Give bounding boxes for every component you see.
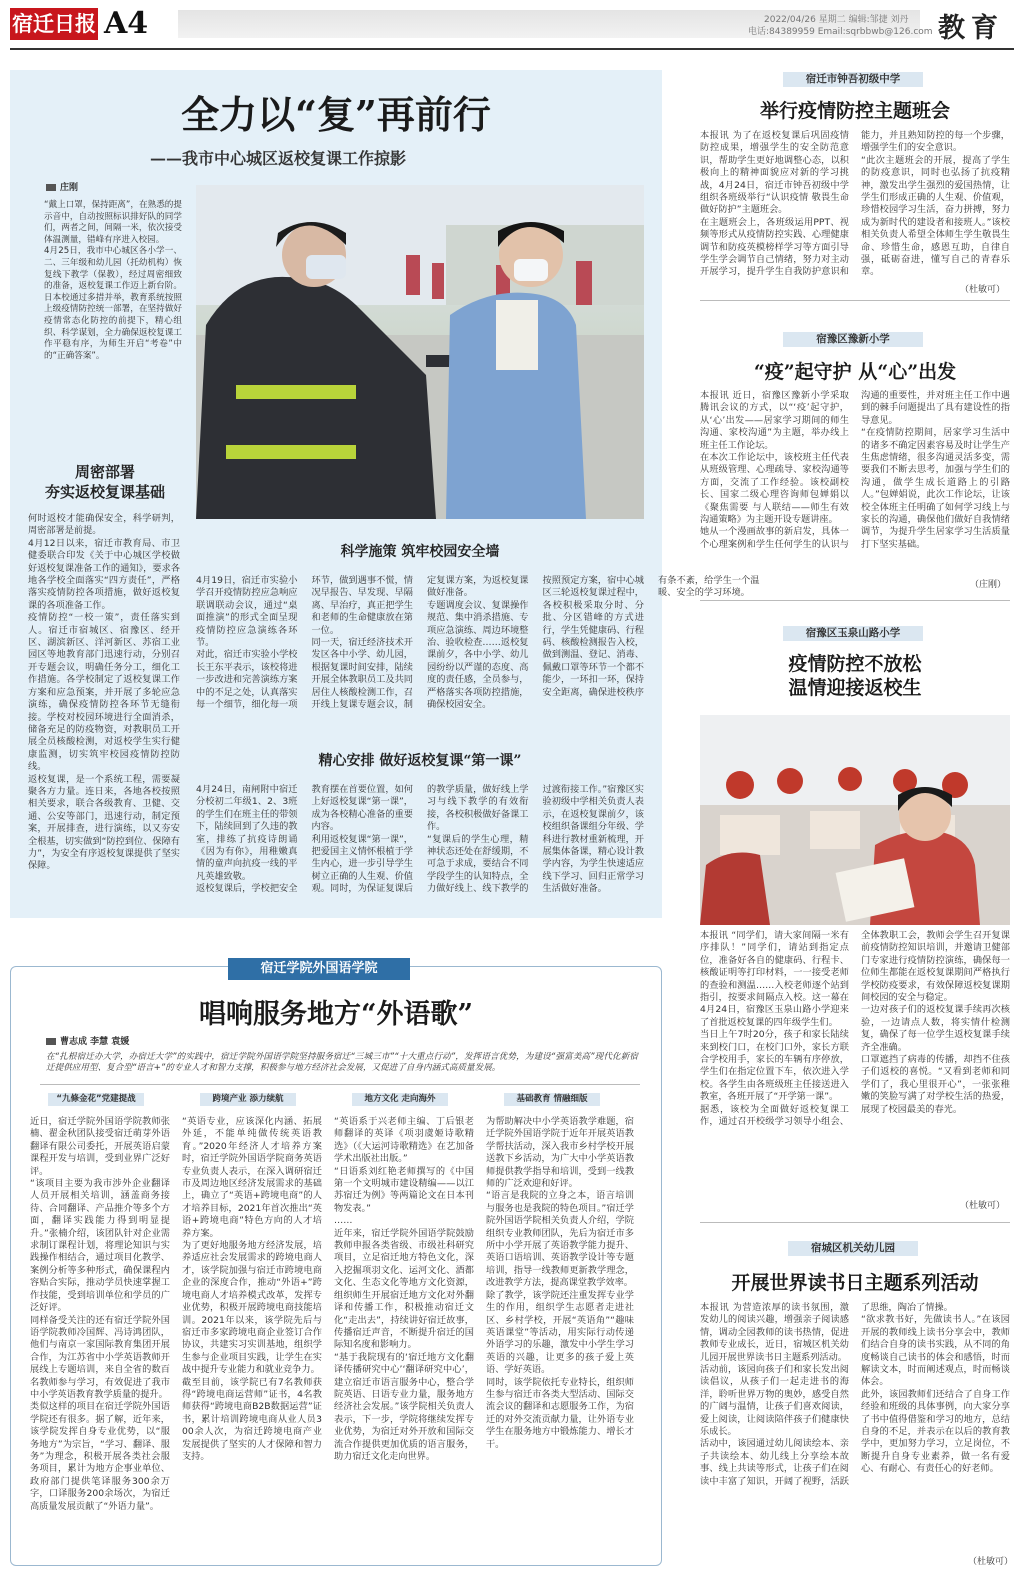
bottom-story-college-tag: 宿迁学院外国语学院 bbox=[228, 958, 410, 980]
story4-title: 开展世界读书日主题系列活动 bbox=[731, 1272, 979, 1294]
story3-author: （杜敏可） bbox=[960, 1201, 1006, 1211]
section1-body: 何时返校才能确保安全，科学研判，周密部署是前提。 4月12日以来，宿迁市教育局、市卫健委联合印发《关于中心城区学校做好返校复课准备工作的通知》，要求各地各学校全面落实“四方责任”，严格落实疫情防控各项措施，做好返校复课的各项准备工作。 疫情防控“一校一策”，责任落实到人。宿迁市宿城区、宿豫区、经开区、湖滨新区、洋河新区、苏宿工业园区等地教育部门迅速行动，分别召开专题会议，明确任务分工，细化工作措施。各学校制定了返校复课工作方案和应急预案，并开展了多轮应急演练，确保疫情防控各环节无缝衔接。学校对校园环境进行全面消杀，储备充足的防疫物资，对教职员工开展全员核酸检测，对返校学生实行健康监测，切实筑牢校园疫情防控防线。 返校复课，是一个系统工程，需要凝聚各方力量。连日来，各地各校按照相关要求，联合各级教育、卫健、交通、公安等部门，迅速行动，制定预案，开展排查，进行演练，以又夯安全根基，切实做到“防控到位、保障有力”，为安全有序返校复课提供了坚实保障。 bbox=[28, 513, 180, 872]
story4-school-tag: 宿城区机关幼儿园 bbox=[788, 1241, 918, 1256]
main-story-subtitle: ——我市中心城区返校复课工作掠影 bbox=[150, 149, 407, 168]
story3-body: 本报讯 “同学们，请大家间隔一米有序排队！”同学们，请站到指定点位，准备好各自的健康码、行程卡、核酸证明等打印材料，一一接受老师的查验和测温……入校老师逐个站到指引，按要求间隔点入校。这一幕在4月24日，宿豫区玉泉山路小学迎来了首批返校复课的四年级学生们。 当日上午7时20分，孩子和家长陆续来到校门口，在校门口外，家长方联合学校用手，家长的车辆有序停放，学生们在指定位置下车，依次进入学校。各学生由各班级班主任接送进入教室，各班开展了“开学第一课”。 据悉，该校为全面做好返校复课工作，通过召开校级学习领导小组会、全体教职工会，教师会学生召开复课前疫情防控知识培训，并邀请卫健部门专家进行疫情防控演练，确保每一位师生都能在返校复课期间严格执行学校防疫要求，有效保障返校复课期间校园的安全与稳定。 一边对孩子们的返校复课手续再次核验，一边请点人数，将实情什检测复，确保了每一位学生返校复课手续齐全准确。 口罩遮挡了病毒的传播，却挡不住孩子们返校的喜悦。“又看到老师和同学们了，我心里很开心”，一张张稚嫩的笑脸写满了对学校生活的热爱，展现了校园最美的春光。 bbox=[700, 930, 1010, 1128]
bottom-story-intro-divider bbox=[40, 1084, 640, 1085]
story1-divider bbox=[700, 300, 1010, 301]
story2-title: “疫”起守护 从“心”出发 bbox=[753, 361, 957, 383]
section2-heading: 科学施策 筑牢校园安全墙 bbox=[340, 544, 500, 560]
section3-heading: 精心安排 做好返校复课“第一课” bbox=[318, 753, 522, 769]
story1-title: 举行疫情防控主题班会 bbox=[759, 100, 950, 122]
column4-tag: 基础教育 情融细版 bbox=[504, 1093, 600, 1106]
story2-body: 本报讯 近日，宿豫区豫新小学采取腾讯会议的方式，以“‘疫’起守护，从‘心’出发——居家学习期间的师生沟通、家校沟通”为主题，举办线上班主任工作论坛。 在本次工作论坛中，该校班主任代表从班级管理、心理疏导、家校沟通等方面，交流了工作经验。该校副校长、国家二级心理咨询师包婵娟以《聚焦需要 与人联结——师生有效沟通策略》为主题开设专题讲座。 她从一个漫画故事的新启发，具体一个心理案例和学生任何学生的认识与沟通的重要性，并对班主任工作中遇到的棘手问题提出了具有建设性的指导意见。 “在疫情防控期间，居家学习生活中的诸多不确定因素容易及时让学生产生焦虑情绪，很多沟通灵活多变，需要我们不断去思考，加强与学生们的沟通，做学生成长道路上的引路人。”包婵娟说，此次工作论坛，让该校全体班主任明确了如何学习线上与家长的沟通，确保他们做好自我情绪调节，为提升学生居家学习生活质量打下坚实基础。 bbox=[700, 390, 1010, 550]
page-number: A4 bbox=[104, 6, 149, 41]
section1-heading: 周密部署 夯实返校复课基础 bbox=[44, 463, 165, 501]
bottom-story-title: 唱响服务地方“外语歌” bbox=[198, 999, 474, 1030]
story2-school-tag: 宿豫区豫新小学 bbox=[783, 332, 923, 347]
story3-classroom-photo bbox=[700, 715, 1010, 925]
temperature-check-illustration bbox=[196, 185, 644, 519]
column3-body: “英语系于兴老师主编、丁后银老师翻译的英译《项羽虞姬诗歌精选》（《大运河诗歌精选》在艺加备学术出版社出版。” “日语系刘红艳老师撰写的《中国第一个文明城市建设精编——以江苏宿迁为例》等两篇论文在日本刊物发表。” …… 近年来，宿迁学院外国语学院鼓励教师申报各类省级、市级社科研究项目，立足宿迁地方特色文化，深入挖掘项羽文化、运河文化、酒都文化、生态文化等地方文化资源，组织师生开展宿迁地方文化对外翻译和传播工作，积极推动宿迁文化“走出去”，持续讲好宿迁故事，传播宿迁声音，不断提升宿迁的国际知名度和影响力。 “基于我院现有的‘宿迁地方文化翻译传播研究中心’‘翻译研究中心’，建立宿迁市语言服务中心，整合学院英语、日语专业力量，服务地方经济社会发展。”该学院相关负责人表示，下一步，学院将继续发挥专业优势，为宿迁对外开放和国际交流合作提供更加优质的语言服务，助力宿迁文化走向世界。 bbox=[334, 1116, 474, 1462]
story1-body: 本报讯 为了在返校复课后巩固疫情防控成果，增强学生的安全防范意识，帮助学生更好地调整心态，以积极向上的精神面貌应对新的学习挑战，4月24日，宿迁市钟吾初级中学组织各班级举行“认识疫情 敬畏生命 做好防护”主题班会。 在主题班会上，各班级运用PPT、视频等形式从疫情防控实践、心理健康调节和防疫英模榜样学习等方面引导学生学会调节自己情绪，努力对主动开展学习，提升学生自我防护意识和能力，并且熟知防控的每一个步骤，增强学生们的安全意识。 “此次主题班会的开展，提高了学生的防疫意识，同时也弘扬了抗疫精神，激发出学生强烈的爱国热情，让学生们形成正确的人生观、价值观，珍惜校园学习生活，奋力拼搏，努力成为新时代的建设者和接班人。”该校相关负责人希望全体师生学生敬畏生命、珍惜生命，感恩互助，自律自强，砥砺奋进，懂写自己的青春乐章。 bbox=[700, 130, 1010, 278]
story4-author: （杜敏可） bbox=[968, 1557, 1014, 1567]
column2-body: “英语专业，应该深化内涵、拓展外延，不能单纯做传统英语教育。”2020年经济人才培养方案时，宿迁学院外国语学院商务英语专业负责人表示，在深入调研宿迁市及周边地区经济发展需求的基础上，确立了“英语+跨境电商”的人才培养目标，2021年首次推出“英语+跨境电商”特色方向的人才培养方案。 为了更好地服务地方经济发展，培养适应社会发展需求的跨境电商人才，该学院加强与宿迁市跨境电商企业的深度合作，推动“外语+”跨境电商人才培养模式改革，发挥专业优势，积极开展跨境电商技能培训。2021年以来，该学院先后与宿迁市多家跨境电商企业签订合作协议，共建实习实训基地，组织学生参与企业项目实践，让学生在实战中提升专业能力和就业竞争力。 截至目前，该学院已有7名教师获得“跨境电商运营师”证书，4名教师获得“跨境电商B2B数据运营”证书，累计培训跨境电商从业人员300余人次，为宿迁跨境电商产业发展提供了坚实的人才保障和智力支持。 bbox=[182, 1116, 322, 1462]
story2-author: （庄刚） bbox=[970, 580, 1007, 590]
main-story-title: 全力以“复”再前行 bbox=[181, 92, 491, 137]
bottom-story-byline: 曹志成 李慧 袁媛 bbox=[46, 1034, 129, 1047]
paper-logo: 宿迁日报 bbox=[10, 8, 98, 40]
main-story-byline: 庄刚 bbox=[46, 180, 78, 193]
column3-tag: 地方文化 走向海外 bbox=[352, 1093, 448, 1106]
story2-divider bbox=[700, 600, 1010, 601]
column1-tag: “九條金花”党建提战 bbox=[48, 1093, 144, 1106]
section2-body: 4月19日，宿迁市实验小学召开疫情防控应急响应联调联动会议，通过“桌面推演”的形式全面呈现疫情防控应急演练各环节。 对此，宿迁市实验小学校长王东平表示，该校将进一步改进和完善演练方案中的不足之处，认真落实每一个细节，细化每一项环节，做到遇事不慌，情况早报告、早发现、早隔离、早治疗，真正把学生和老师的生命健康放在第一位。 同一天，宿迁经济技术开发区各中小学、幼儿园，根据复课时间安排，陆续开展全体教职员工及共同居住人核酸检测工作，召开线上复课专题会议，制定复课方案，为返校复课做好准备。 专题调度会议、复课操作规范、集中消杀措施、专项应急演练、周边环境整治、验收检查……返校复课前夕，各中小学、幼儿园纷纷以严谨的态度、高度的责任感，全员参与，严格落实各项防控措施，确保校园安全。 按照预定方案，宿中心城区三轮返校复课过程中，各校积极采取分时、分批、分区错峰的方式进行，学生凭健康码、行程码、核酸检测报告入校，做到测温、登记、消毒、佩戴口罩等环节一个都不能少，一环扣一环，保持安全距离，确保进校秩序有条不紊，给学生一个温暖、安全的学习环境。 bbox=[196, 575, 760, 711]
main-story-lead: “戴上口罩，保持距离”，在熟悉的提示音中，自动按照标识排好队的同学们，两者之间，间隔一米，依次接受体温测量，错峰有序进入校园。 4月25日，我市中心城区各小学一、二、三年级和幼儿园（托幼机构）恢复线下教学（保教），经过周密细致的准备，返校复课工作迈上新台阶。日本校通过多措并举，教育系统按照上级疫情防控统一部署，在坚持做好疫情常态化防控的前提下，精心组织、科学谋划，全力确保返校复课工作平稳有序，为师生开启“考卷”中的“正确答案”。 bbox=[44, 200, 182, 361]
date-line: 2022/04/26 星期二 编辑:邹捷 刘丹 bbox=[764, 15, 909, 25]
section3-body: 4月24日，南闸附中宿迁分校初二年级1、2、3班的学生们在班主任的带领下，陆续回到了久违的教室，排练了抗疫诗朗诵《因为有你》，用稚嫩真情的童声向抗疫一线的平凡英雄致敬。 返校复课后，学校把安全教育摆在首要位置，如何上好返校复课“第一课”，成为各校精心准备的重要内容。 利用返校复课“第一课”，把爱国主义情怀根植于学生内心，进一步引导学生树立正确的人生观、价值观。同时，为保证复课后的教学质量，做好线上学习与线下教学的有效衔接，各校积极做好备课工作。 “复课后的学生心理，精神状态还处在舒缓期，不可急于求成，要结合不同学段学生的认知特点，全力做好线上、线下教学的过渡衔接工作。”宿豫区实验初级中学相关负责人表示，在返校复课前夕，该校组织备课组分年级、学科进行教材重新梳理，开展集体备课，精心设计教学内容，为学生快速适应线下学习、回归正常学习生活做好准备。 bbox=[196, 784, 644, 895]
story1-author: （杜敏可） bbox=[960, 285, 1006, 295]
contact-line: 电话:84389959 Email:sqrbbwb@126.com bbox=[748, 27, 933, 37]
story4-body: 本报讯 为营造浓厚的读书氛围，激发幼儿的阅读兴趣，增强亲子阅读感情，调动全园教师的读书热情，促进教师专业成长，近日，宿城区机关幼儿园开展世界读书日主题系列活动。 活动前，该园向孩子们和家长发出阅读倡议，从孩子们一起走进书的海洋，聆听世界万物的奥妙，感受自然的广阔与温情，让孩子们喜欢阅读，爱上阅读，让阅读陪伴孩子们健康快乐成长。 活动中，该园通过幼儿阅读绘本、亲子共读绘本、幼儿线上分享绘本故事、线上共读等形式，让孩子们在阅读中丰富了知识，开阔了视野，活跃了思维，陶冶了情操。 “欲求教书好，先做读书人。”在该园开展的教师线上读书分享会中，教师们结合自身的读书实践，从不同的角度畅谈自己读书的体会和感悟，时而解读文本，时而阐述观点，时而畅谈体会。 此外，该园教师们还结合了自身工作经验和班级的具体事例，向大家分享了书中值得借鉴和学习的地方，总结自身的不足，并表示在以后的教育教学中，更加努力学习，立足岗位，不断提升自身专业素养，做一名有爱心、有耐心、有责任心的好老师。 bbox=[700, 1302, 1010, 1487]
column2-tag: 跨境产业 添力续航 bbox=[200, 1093, 296, 1106]
story3-school-tag: 宿豫区玉泉山路小学 bbox=[783, 626, 923, 641]
story1-school-tag: 宿迁市钟吾初级中学 bbox=[783, 72, 923, 87]
story3-title: 疫情防控不放松 温情迎接返校生 bbox=[788, 653, 922, 699]
main-story-photo bbox=[196, 185, 644, 519]
story3-divider bbox=[700, 1222, 1010, 1223]
header-divider bbox=[10, 48, 1014, 50]
section-title: 教育 bbox=[938, 13, 1004, 44]
classroom-illustration bbox=[700, 715, 1010, 925]
column1-body: 近日，宿迁学院外国语学院教师张楠、翟金秋团队接受宿迁萌芽外语翻译有限公司委托，开展英语启蒙课程开发与培训，受到业界广泛好评。 “该项目主要为我市涉外企业翻译人员开展相关培训，涵盖商务接待、合同翻译、产品推介等多个方面，翻译实践能力得到明显提升。”张楠介绍，该团队针对企业需求制订课程计划，将理论知识与实践操作相结合，通过项目化教学、案例分析等多种形式，确保课程内容贴合实际，推动学员快速掌握工作技能，受到培训单位和学员的广泛好评。 同样备受关注的还有宿迁学院外国语学院教师冷国辉、冯诗鸿团队，他们与南京一家国际教育集团开展合作，为江苏省中小学英语教师开展线上专题培训，来自全省的数百名教师参与学习，有效促进了我市中小学英语教育教学质量的提升。 类似这样的项目在宿迁学院外国语学院还有很多。据了解，近年来，该学院发挥自身专业优势，以“服务地方”为宗旨，“学习、翻译、服务”为理念，积极开展各类社会服务项目，累计为地方企事业单位、政府部门提供笔译服务300余万字，口译服务200余场次，为宿迁高质量发展贡献了“外语力量”。 bbox=[30, 1116, 170, 1512]
column4-body: 为帮助解决中小学英语教学难题，宿迁学院外国语学院于近年开展英语教学帮扶活动，深入我市乡村学校开展送教下乡活动，为广大中小学英语教师提供教学指导和培训，受到一线教师的广泛欢迎和好评。 “语言是我院的立身之本，语言培训与服务也是我院的特色项目。”宿迁学院外国语学院相关负责人介绍，学院组织专业教师团队，先后为宿迁市多所中小学开展了英语教学能力提升、英语口语培训、英语教学设计等专题培训，指导一线教师更新教学理念，改进教学方法，提高课堂教学效率。 除了教学，该学院还注重发挥专业学生的作用，组织学生志愿者走进社区、乡村学校，开展“英语角”“趣味英语课堂”等活动，用实际行动传递外语学习的乐趣，激发中小学生学习英语的兴趣，让更多的孩子爱上英语、学好英语。 同时，该学院依托专业特长，组织师生参与宿迁市各类大型活动、国际交流会议的翻译和志愿服务工作，为宿迁的对外交流贡献力量，让外语专业学生在服务地方中锻炼能力、增长才干。 bbox=[486, 1116, 634, 1450]
bottom-story-intro: 在“扎根宿迁办大学，办宿迁大学”的实践中，宿迁学院外国语学院坚持服务宿迁“三城三市”“十大重点行动”，发挥语言优势，为建设“强富美高”现代化新宿迁提供应用型、复合型“语言+”的专业人才和智力支撑，积极参与地方经济社会发展，又促进了自身内涵式高质量发展。 bbox=[46, 1052, 638, 1073]
